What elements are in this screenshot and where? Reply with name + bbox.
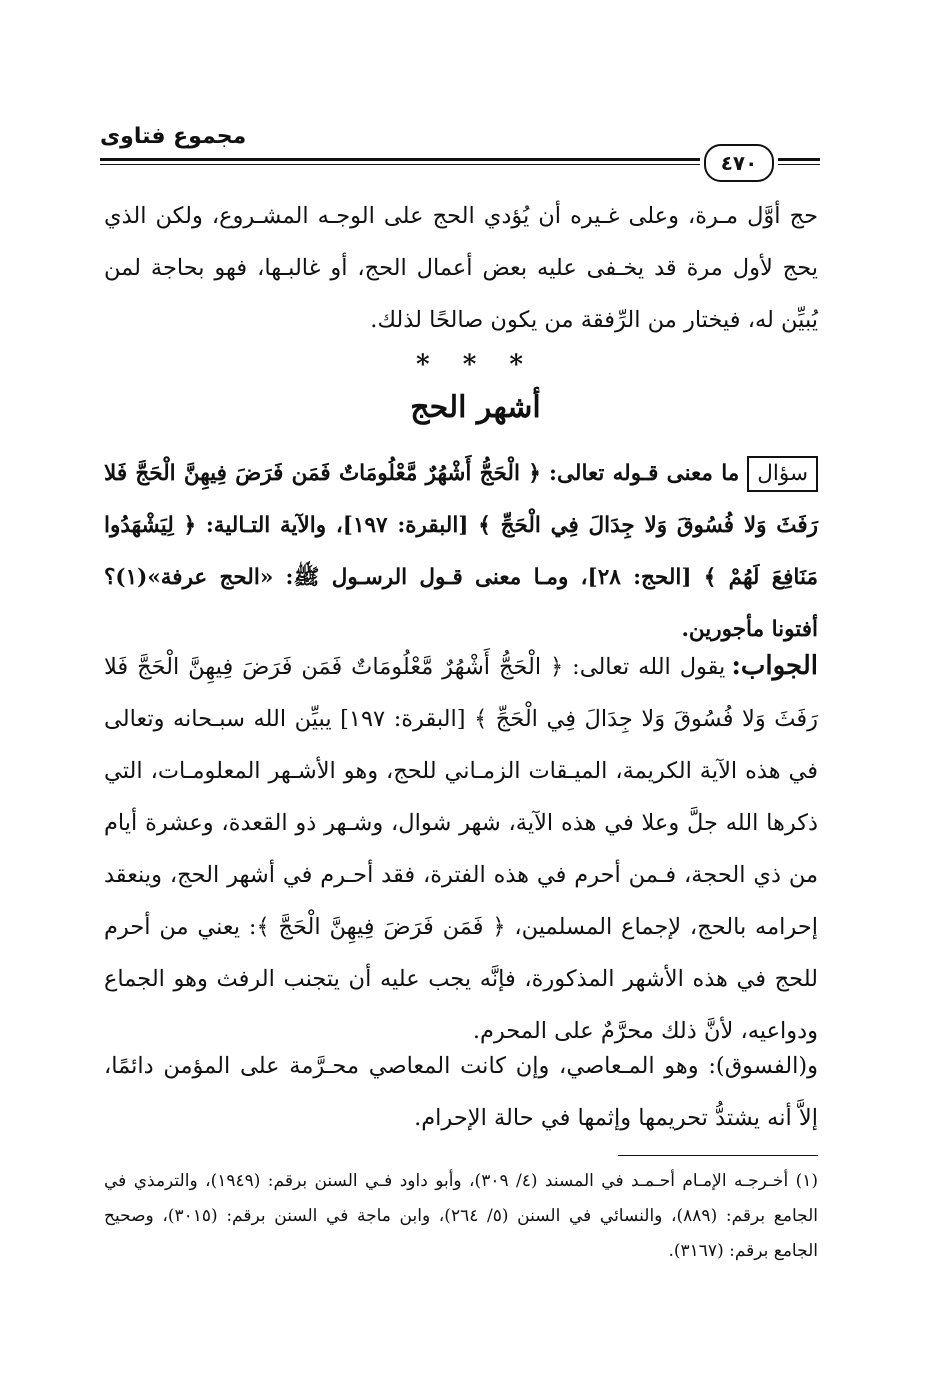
footnote-divider xyxy=(618,1155,818,1156)
page-header xyxy=(100,118,820,178)
question-label: سؤال xyxy=(747,456,818,492)
header-rule-thin xyxy=(100,164,700,165)
question-paragraph xyxy=(104,448,818,656)
answer-text: يقول الله تعالى: ﴿ الْحَجُّ أَشْهُرٌ مَّعْلُومَاتٌ فَمَن فَرَضَ فِيهِنَّ الْحَجَّ فَلا رَفَثَ وَلا فُسُوقَ وَلا جِدَالَ فِي الْحَجِّ ﴾ [البقرة: ١٩٧] يبيِّن الله سبـحانه وتعالى في هذه الآية الكريمة، الميـقات الزمـاني للحج، وهو الأشـهر المعلومـات، التي ذكرها الله جلَّ وعلا في هذه الآية، شهر شوال، وشـهر ذو القعدة، وعشرة أيام من ذي الحجة، فـمن أحرم في هذه الفترة، فقد أحـرم في أشهر الحج، وينعقد إحرامه بالحج، لإجماع المسلمين، ﴿ فَمَن فَرَضَ فِيهِنَّ الْحَجَّ ﴾: يعني من أحرم للحج في هذه الأشهر المذكورة، فإنَّه يجب عليه أن يتجنب الرفث وهو الجماع ودواعيه، لأنَّ ذلك محرَّمٌ على المحرم. xyxy=(104,654,818,1044)
book-title: مجموع فتاوى xyxy=(100,124,247,149)
header-rule-right xyxy=(778,158,820,161)
answer-paragraph xyxy=(104,640,818,1057)
intro-paragraph: حج أوَّل مـرة، وعلى غـيره أن يُؤدي الحج على الوجـه المشـروع، ولكن الذي يحج لأول مرة قد يخـفى عليه بعض أعمال الحج، أو غالبـها، فهو بحاجة لمن يُبيِّن له، فيختار من الرِّفقة من يكون صالحًا لذلك. xyxy=(104,203,818,333)
section-title: أشهر الحج xyxy=(410,390,541,425)
header-rule-right-thin xyxy=(778,164,820,165)
question-text: ما معنى قـوله تعالى: ﴿ الْحَجُّ أَشْهُرٌ مَّعْلُومَاتٌ فَمَن فَرَضَ فِيهِنَّ الْحَجَّ فَلا رَفَثَ وَلا فُسُوقَ وَلا جِدَالَ فِي الْحَجِّ ﴾ [البقرة: ١٩٧]، والآية التـالية: ﴿ لِيَشْهَدُوا مَنَافِعَ لَهُمْ ﴾ [الحج: ٢٨]، ومـا معنى قـول الرسـول ﷺ: «الحج عرفة»(١)؟ أفتونا مأجورين. xyxy=(104,461,818,642)
answer-label: الجواب: xyxy=(731,651,818,681)
page-number: ٤٧٠ xyxy=(704,144,774,182)
footnote: (١) أخـرجـه الإمـام أحـمـد في المسند (٤/ ٣٠٩)، وأبو داود فـي السنن برقم: (١٩٤٩)، والترمذي في الجامع برقم: (٨٨٩)، والنسائي في السنن (٥/ ٢٦٤)، وابن ماجة في السنن برقم: (٣٠١٥)، وصحيح الجامع برقم: (٣١٦٧). xyxy=(104,1171,819,1261)
section-separator: * * * xyxy=(416,350,535,380)
fusuq-paragraph: و(الفسوق): وهو المـعاصي، وإن كانت المعاصي محـرَّمة على المؤمن دائمًا، إلاَّ أنه يشتدُّ تحريمها وإثمها في حالة الإحرام. xyxy=(104,1053,818,1131)
header-rule xyxy=(100,158,700,161)
